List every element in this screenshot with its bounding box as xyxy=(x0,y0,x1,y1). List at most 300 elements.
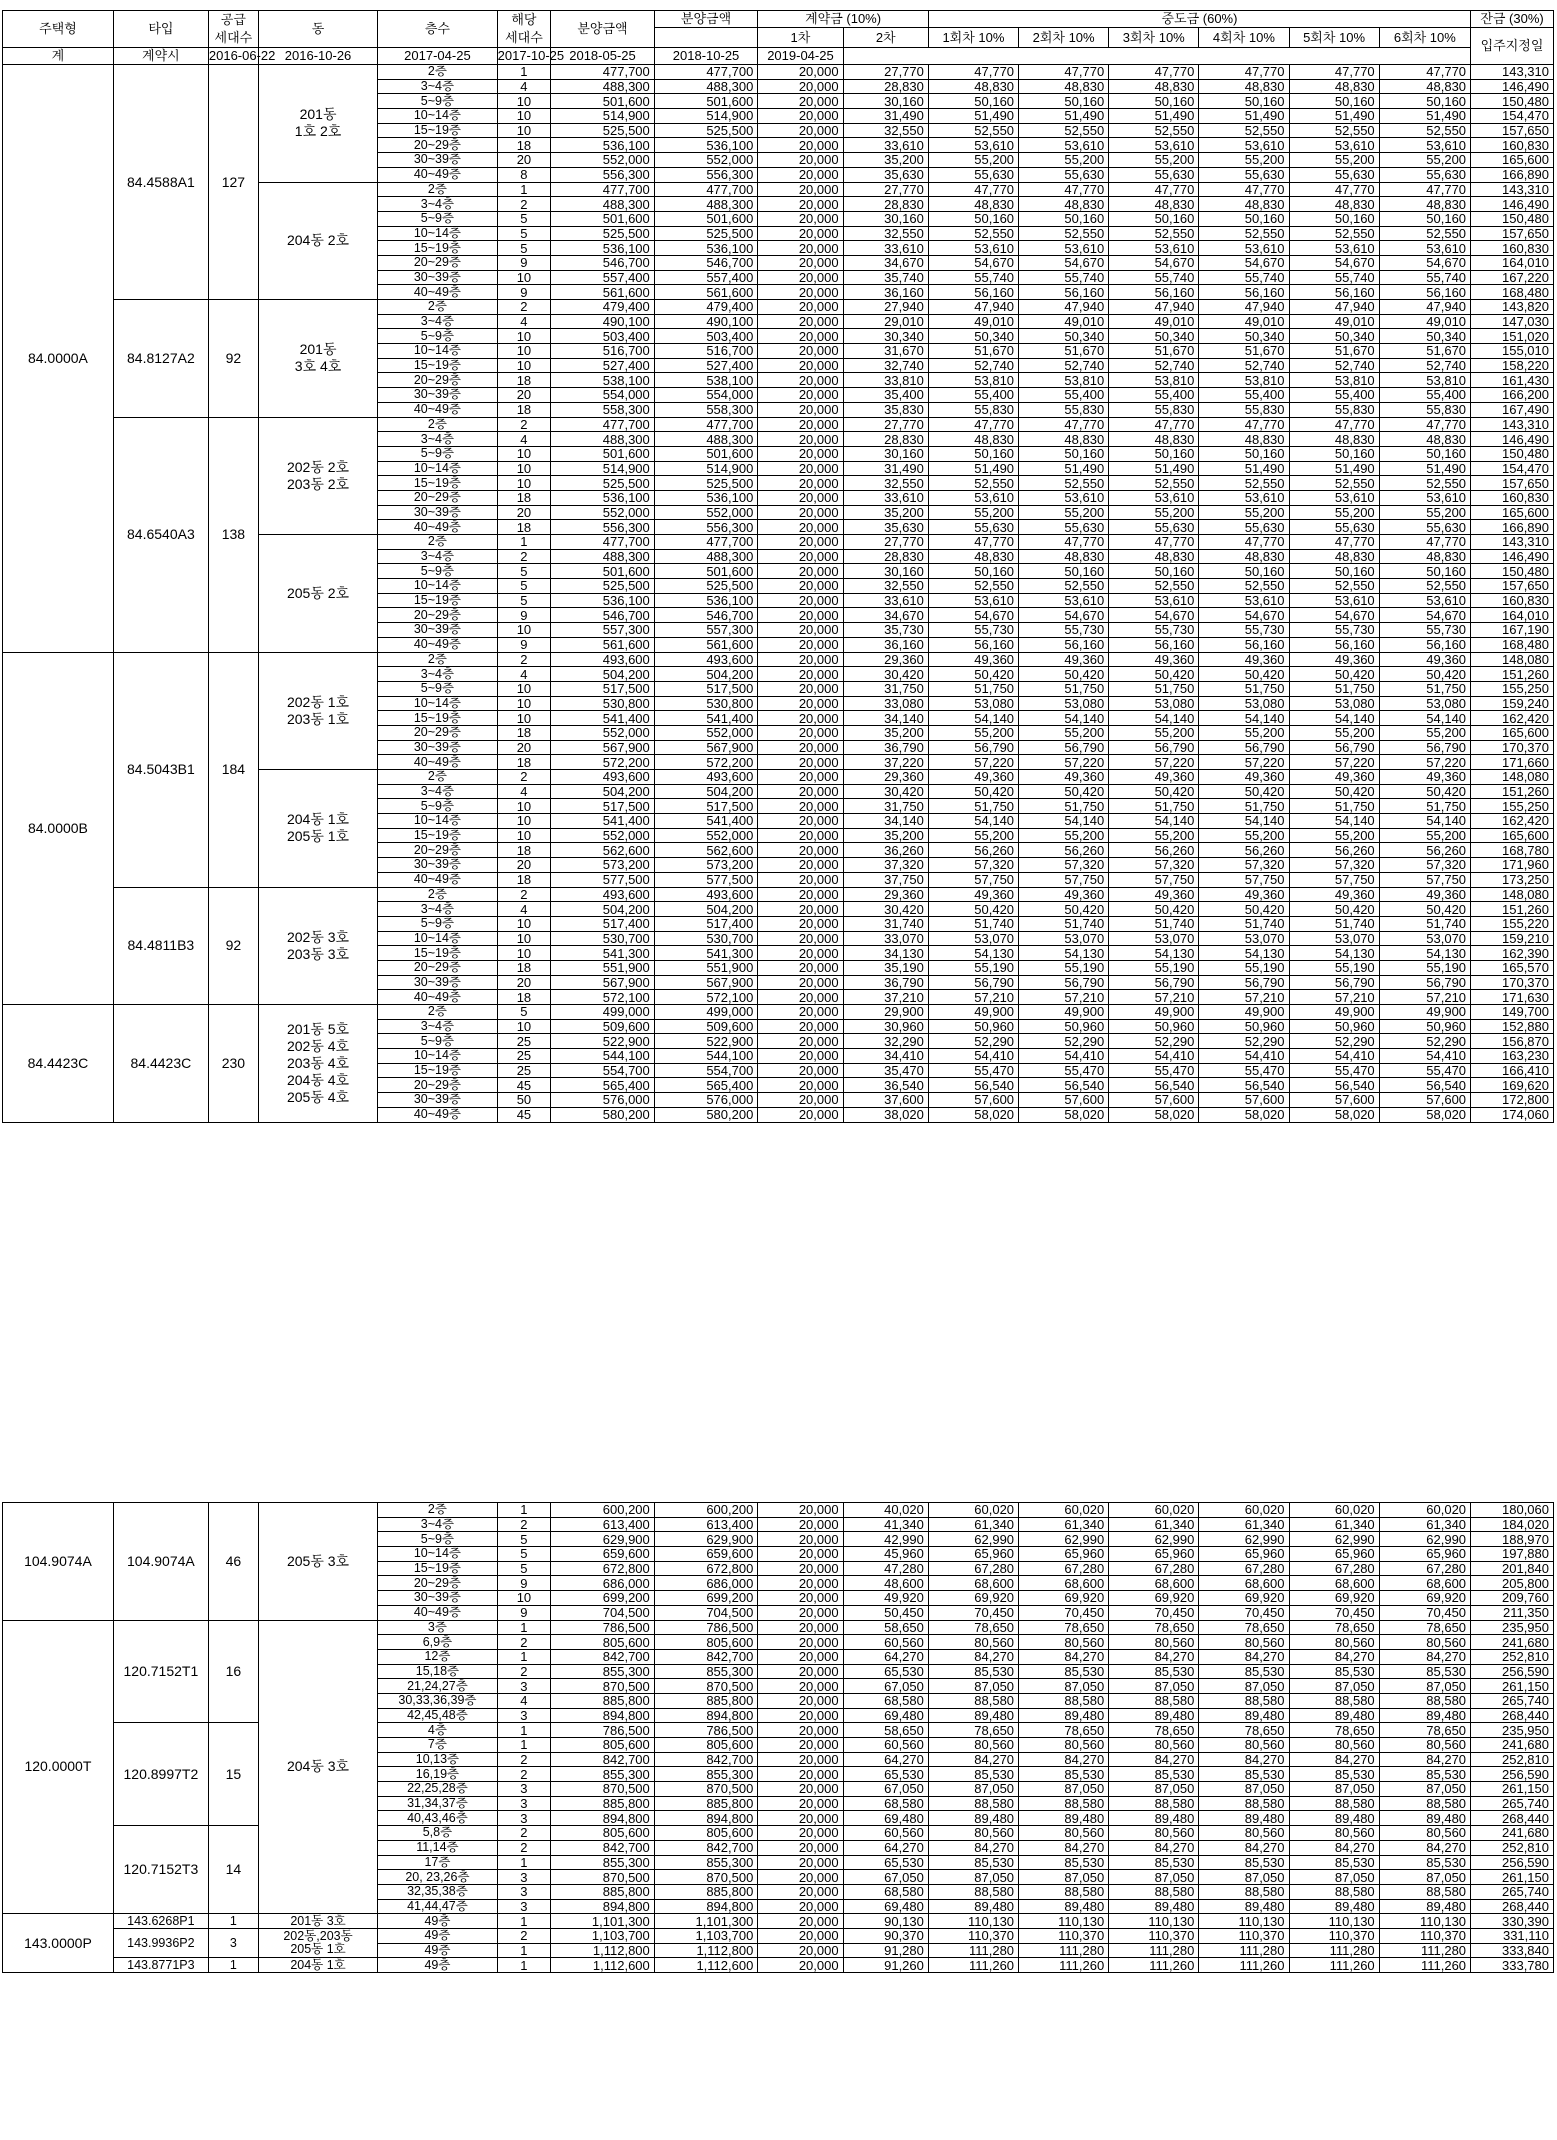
price-table-main xyxy=(2,10,1554,1123)
middle-6-cell: 68,600 xyxy=(1379,1576,1470,1591)
sale-price-cell: 501,600 xyxy=(551,94,655,109)
middle-3-cell: 55,630 xyxy=(1109,520,1199,535)
sale-price-total-cell: 551,900 xyxy=(654,960,758,975)
middle-5-cell: 80,560 xyxy=(1289,1738,1379,1753)
building-cell: 204동 1호 xyxy=(258,1958,377,1973)
floor-cell: 5~9층 xyxy=(378,564,497,579)
sale-price-total-cell: 577,500 xyxy=(654,872,758,887)
deposit-1-cell: 20,000 xyxy=(758,1576,843,1591)
middle-5-cell: 52,550 xyxy=(1289,123,1379,138)
middle-2-cell: 60,020 xyxy=(1019,1503,1109,1518)
table-row xyxy=(3,1826,1554,1841)
households-cell: 2 xyxy=(497,1752,551,1767)
middle-2-cell: 52,550 xyxy=(1019,226,1109,241)
deposit-2-cell: 47,280 xyxy=(843,1561,928,1576)
middle-1-cell: 49,360 xyxy=(928,887,1018,902)
middle-1-cell: 55,200 xyxy=(928,153,1018,168)
middle-5-cell: 57,210 xyxy=(1289,990,1379,1005)
deposit-1-cell: 20,000 xyxy=(758,1943,843,1958)
sale-price-total-cell: 629,900 xyxy=(654,1532,758,1547)
households-cell: 4 xyxy=(497,79,551,94)
middle-3-cell: 80,560 xyxy=(1109,1738,1199,1753)
households-cell: 18 xyxy=(497,990,551,1005)
middle-1-cell: 53,080 xyxy=(928,696,1018,711)
middle-2-cell: 50,420 xyxy=(1019,902,1109,917)
deposit-1-cell: 20,000 xyxy=(758,123,843,138)
sale-price-total-cell: 870,500 xyxy=(654,1782,758,1797)
middle-2-cell: 85,530 xyxy=(1019,1664,1109,1679)
header-floors: 층수 xyxy=(378,11,497,48)
middle-6-cell: 55,740 xyxy=(1379,270,1470,285)
middle-1-cell: 54,410 xyxy=(928,1049,1018,1064)
middle-6-cell: 50,420 xyxy=(1379,902,1470,917)
middle-6-cell: 50,160 xyxy=(1379,446,1470,461)
middle-3-cell: 85,530 xyxy=(1109,1664,1199,1679)
floor-cell: 40~49층 xyxy=(378,520,497,535)
balance-cell: 166,410 xyxy=(1471,1063,1554,1078)
sale-price-total-cell: 522,900 xyxy=(654,1034,758,1049)
households-cell: 25 xyxy=(497,1034,551,1049)
middle-6-cell: 60,020 xyxy=(1379,1503,1470,1518)
middle-4-cell: 48,830 xyxy=(1199,549,1289,564)
middle-2-cell: 58,020 xyxy=(1019,1107,1109,1122)
deposit-2-cell: 31,670 xyxy=(843,344,928,359)
table-header xyxy=(3,11,1554,65)
deposit-2-cell: 30,340 xyxy=(843,329,928,344)
middle-5-cell: 50,420 xyxy=(1289,902,1379,917)
sale-price-cell: 704,500 xyxy=(551,1605,655,1620)
sale-price-cell: 885,800 xyxy=(551,1884,655,1899)
balance-cell: 256,590 xyxy=(1471,1664,1554,1679)
middle-5-cell: 56,260 xyxy=(1289,843,1379,858)
deposit-1-cell: 20,000 xyxy=(758,1049,843,1064)
middle-3-cell: 53,610 xyxy=(1109,593,1199,608)
middle-1-cell: 48,830 xyxy=(928,79,1018,94)
deposit-2-cell: 34,140 xyxy=(843,711,928,726)
deposit-2-cell: 90,370 xyxy=(843,1928,928,1943)
sale-price-total-cell: 805,600 xyxy=(654,1635,758,1650)
deposit-2-cell: 33,610 xyxy=(843,490,928,505)
balance-cell: 163,230 xyxy=(1471,1049,1554,1064)
middle-5-cell: 78,650 xyxy=(1289,1620,1379,1635)
middle-1-cell: 49,010 xyxy=(928,314,1018,329)
balance-cell: 171,630 xyxy=(1471,990,1554,1005)
middle-6-cell: 55,630 xyxy=(1379,167,1470,182)
deposit-1-cell: 20,000 xyxy=(758,1723,843,1738)
balance-cell: 149,700 xyxy=(1471,1005,1554,1020)
deposit-2-cell: 31,750 xyxy=(843,799,928,814)
header-sale-price: 분양금액 xyxy=(551,11,655,48)
deposit-1-cell: 20,000 xyxy=(758,300,843,315)
deposit-2-cell: 28,830 xyxy=(843,197,928,212)
sale-price-total-cell: 1,112,600 xyxy=(654,1958,758,1973)
sale-price-cell: 504,200 xyxy=(551,784,655,799)
households-cell: 10 xyxy=(497,476,551,491)
middle-6-cell: 57,750 xyxy=(1379,872,1470,887)
middle-2-cell: 55,400 xyxy=(1019,388,1109,403)
middle-5-cell: 50,960 xyxy=(1289,1019,1379,1034)
middle-6-cell: 111,260 xyxy=(1379,1958,1470,1973)
sale-price-cell: 493,600 xyxy=(551,887,655,902)
middle-3-cell: 57,220 xyxy=(1109,755,1199,770)
middle-4-cell: 47,770 xyxy=(1199,417,1289,432)
households-cell: 2 xyxy=(497,652,551,667)
middle-3-cell: 54,140 xyxy=(1109,711,1199,726)
middle-4-cell: 111,260 xyxy=(1199,1958,1289,1973)
floor-cell: 6,9층 xyxy=(378,1635,497,1650)
households-cell: 10 xyxy=(497,696,551,711)
middle-4-cell: 111,280 xyxy=(1199,1943,1289,1958)
header-middle-3: 3회차 10% xyxy=(1109,28,1199,48)
deposit-1-cell: 20,000 xyxy=(758,740,843,755)
middle-5-cell: 53,610 xyxy=(1289,593,1379,608)
floor-cell: 5~9층 xyxy=(378,681,497,696)
middle-2-cell: 49,900 xyxy=(1019,1005,1109,1020)
balance-cell: 143,820 xyxy=(1471,300,1554,315)
sale-price-cell: 557,400 xyxy=(551,270,655,285)
middle-6-cell: 47,940 xyxy=(1379,300,1470,315)
sale-price-cell: 870,500 xyxy=(551,1782,655,1797)
middle-2-cell: 55,190 xyxy=(1019,960,1109,975)
balance-cell: 164,010 xyxy=(1471,608,1554,623)
middle-5-cell: 48,830 xyxy=(1289,432,1379,447)
header-middle-5-date: 2018-10-25 xyxy=(654,48,758,65)
middle-2-cell: 84,270 xyxy=(1019,1649,1109,1664)
deposit-1-cell: 20,000 xyxy=(758,476,843,491)
deposit-1-cell: 20,000 xyxy=(758,1532,843,1547)
middle-3-cell: 47,770 xyxy=(1109,65,1199,80)
households-cell: 2 xyxy=(497,417,551,432)
middle-1-cell: 47,940 xyxy=(928,300,1018,315)
middle-3-cell: 55,200 xyxy=(1109,725,1199,740)
middle-1-cell: 55,830 xyxy=(928,402,1018,417)
middle-1-cell: 55,200 xyxy=(928,828,1018,843)
middle-3-cell: 78,650 xyxy=(1109,1723,1199,1738)
middle-5-cell: 54,140 xyxy=(1289,711,1379,726)
floor-cell: 20~29층 xyxy=(378,960,497,975)
middle-6-cell: 58,020 xyxy=(1379,1107,1470,1122)
middle-4-cell: 62,990 xyxy=(1199,1532,1289,1547)
middle-5-cell: 49,360 xyxy=(1289,887,1379,902)
header-sale-price-total-label: 계 xyxy=(3,48,114,65)
middle-4-cell: 85,530 xyxy=(1199,1664,1289,1679)
sale-price-cell: 855,300 xyxy=(551,1767,655,1782)
deposit-1-cell: 20,000 xyxy=(758,1503,843,1518)
deposit-2-cell: 32,550 xyxy=(843,476,928,491)
deposit-1-cell: 20,000 xyxy=(758,1517,843,1532)
middle-2-cell: 51,740 xyxy=(1019,916,1109,931)
households-cell: 1 xyxy=(497,1738,551,1753)
middle-1-cell: 80,560 xyxy=(928,1738,1018,1753)
balance-cell: 333,840 xyxy=(1471,1943,1554,1958)
floor-cell: 30~39층 xyxy=(378,1093,497,1108)
middle-6-cell: 56,790 xyxy=(1379,740,1470,755)
deposit-2-cell: 30,160 xyxy=(843,446,928,461)
middle-3-cell: 54,670 xyxy=(1109,255,1199,270)
balance-cell: 184,020 xyxy=(1471,1517,1554,1532)
middle-2-cell: 89,480 xyxy=(1019,1811,1109,1826)
middle-6-cell: 54,670 xyxy=(1379,255,1470,270)
balance-cell: 148,080 xyxy=(1471,887,1554,902)
middle-1-cell: 53,610 xyxy=(928,593,1018,608)
floor-cell: 2층 xyxy=(378,65,497,80)
supply-households-cell: 138 xyxy=(208,417,258,652)
deposit-1-cell: 20,000 xyxy=(758,270,843,285)
floor-cell: 20~29층 xyxy=(378,490,497,505)
middle-3-cell: 69,920 xyxy=(1109,1591,1199,1606)
middle-2-cell: 85,530 xyxy=(1019,1855,1109,1870)
deposit-2-cell: 91,280 xyxy=(843,1943,928,1958)
floor-cell: 40,43,46층 xyxy=(378,1811,497,1826)
sale-price-cell: 490,100 xyxy=(551,314,655,329)
header-middle-4: 4회차 10% xyxy=(1199,28,1289,48)
middle-6-cell: 85,530 xyxy=(1379,1855,1470,1870)
sale-price-cell: 842,700 xyxy=(551,1649,655,1664)
middle-4-cell: 54,130 xyxy=(1199,946,1289,961)
table-row xyxy=(3,1723,1554,1738)
sale-price-total-cell: 870,500 xyxy=(654,1679,758,1694)
deposit-2-cell: 27,770 xyxy=(843,182,928,197)
middle-2-cell: 50,420 xyxy=(1019,667,1109,682)
middle-5-cell: 50,160 xyxy=(1289,564,1379,579)
middle-3-cell: 84,270 xyxy=(1109,1840,1199,1855)
sale-price-cell: 536,100 xyxy=(551,241,655,256)
middle-3-cell: 55,740 xyxy=(1109,270,1199,285)
deposit-2-cell: 45,960 xyxy=(843,1547,928,1562)
sale-price-cell: 514,900 xyxy=(551,109,655,124)
building-cell: 202동,203동 205동 1호 xyxy=(258,1928,377,1957)
balance-cell: 150,480 xyxy=(1471,564,1554,579)
middle-5-cell: 53,610 xyxy=(1289,490,1379,505)
sale-price-cell: 517,400 xyxy=(551,916,655,931)
middle-6-cell: 70,450 xyxy=(1379,1605,1470,1620)
deposit-1-cell: 20,000 xyxy=(758,1107,843,1122)
middle-2-cell: 56,790 xyxy=(1019,975,1109,990)
households-cell: 10 xyxy=(497,94,551,109)
sale-price-cell: 805,600 xyxy=(551,1635,655,1650)
middle-4-cell: 54,140 xyxy=(1199,711,1289,726)
sale-price-cell: 488,300 xyxy=(551,197,655,212)
middle-4-cell: 110,370 xyxy=(1199,1928,1289,1943)
middle-5-cell: 55,470 xyxy=(1289,1063,1379,1078)
balance-cell: 155,250 xyxy=(1471,681,1554,696)
housing-type-cell: 84.4423C xyxy=(3,1005,114,1123)
sale-price-cell: 552,000 xyxy=(551,828,655,843)
floor-cell: 5~9층 xyxy=(378,329,497,344)
header-sale-price-empty xyxy=(654,28,758,48)
households-cell: 10 xyxy=(497,946,551,961)
floor-cell: 15~19층 xyxy=(378,1561,497,1576)
balance-cell: 170,370 xyxy=(1471,740,1554,755)
middle-1-cell: 61,340 xyxy=(928,1517,1018,1532)
middle-2-cell: 88,580 xyxy=(1019,1796,1109,1811)
middle-5-cell: 47,770 xyxy=(1289,417,1379,432)
middle-6-cell: 52,550 xyxy=(1379,226,1470,241)
middle-5-cell: 111,280 xyxy=(1289,1943,1379,1958)
sale-price-cell: 517,500 xyxy=(551,799,655,814)
households-cell: 4 xyxy=(497,784,551,799)
middle-3-cell: 87,050 xyxy=(1109,1679,1199,1694)
households-cell: 10 xyxy=(497,828,551,843)
middle-3-cell: 68,600 xyxy=(1109,1576,1199,1591)
households-cell: 2 xyxy=(497,1826,551,1841)
middle-5-cell: 56,540 xyxy=(1289,1078,1379,1093)
middle-1-cell: 47,770 xyxy=(928,535,1018,550)
floor-cell: 31,34,37층 xyxy=(378,1796,497,1811)
middle-4-cell: 53,610 xyxy=(1199,138,1289,153)
deposit-1-cell: 20,000 xyxy=(758,1752,843,1767)
middle-6-cell: 111,280 xyxy=(1379,1943,1470,1958)
middle-6-cell: 51,490 xyxy=(1379,461,1470,476)
middle-1-cell: 65,960 xyxy=(928,1547,1018,1562)
households-cell: 10 xyxy=(497,109,551,124)
households-cell: 20 xyxy=(497,975,551,990)
sale-price-total-cell: 576,000 xyxy=(654,1093,758,1108)
middle-2-cell: 47,770 xyxy=(1019,535,1109,550)
sale-price-total-cell: 536,100 xyxy=(654,138,758,153)
deposit-1-cell: 20,000 xyxy=(758,770,843,785)
sale-price-cell: 805,600 xyxy=(551,1738,655,1753)
deposit-2-cell: 30,160 xyxy=(843,211,928,226)
floor-cell: 3층 xyxy=(378,1620,497,1635)
floor-cell: 15~19층 xyxy=(378,593,497,608)
middle-1-cell: 80,560 xyxy=(928,1635,1018,1650)
sale-price-cell: 561,600 xyxy=(551,285,655,300)
middle-3-cell: 57,210 xyxy=(1109,990,1199,1005)
middle-5-cell: 55,630 xyxy=(1289,167,1379,182)
households-cell: 9 xyxy=(497,255,551,270)
sale-price-cell: 554,700 xyxy=(551,1063,655,1078)
deposit-2-cell: 50,450 xyxy=(843,1605,928,1620)
floor-cell: 49층 xyxy=(378,1958,497,1973)
deposit-1-cell: 20,000 xyxy=(758,828,843,843)
balance-cell: 261,150 xyxy=(1471,1679,1554,1694)
middle-5-cell: 54,130 xyxy=(1289,946,1379,961)
middle-4-cell: 51,750 xyxy=(1199,681,1289,696)
supply-households-cell: 14 xyxy=(208,1826,258,1914)
middle-4-cell: 48,830 xyxy=(1199,432,1289,447)
middle-1-cell: 57,220 xyxy=(928,755,1018,770)
balance-cell: 235,950 xyxy=(1471,1723,1554,1738)
households-cell: 1 xyxy=(497,1620,551,1635)
households-cell: 20 xyxy=(497,858,551,873)
sale-price-total-cell: 525,500 xyxy=(654,476,758,491)
sale-price-total-cell: 562,600 xyxy=(654,843,758,858)
floor-cell: 10~14층 xyxy=(378,814,497,829)
middle-5-cell: 49,010 xyxy=(1289,314,1379,329)
sale-price-total-cell: 536,100 xyxy=(654,241,758,256)
middle-3-cell: 88,580 xyxy=(1109,1693,1199,1708)
middle-2-cell: 87,050 xyxy=(1019,1870,1109,1885)
balance-cell: 173,250 xyxy=(1471,872,1554,887)
deposit-2-cell: 37,210 xyxy=(843,990,928,1005)
middle-2-cell: 88,580 xyxy=(1019,1693,1109,1708)
middle-2-cell: 49,360 xyxy=(1019,887,1109,902)
header-sale-price-total: 분양금액 xyxy=(654,11,758,28)
header-middle-6: 6회차 10% xyxy=(1379,28,1470,48)
sale-price-cell: 699,200 xyxy=(551,1591,655,1606)
floor-cell: 30~39층 xyxy=(378,975,497,990)
sale-price-cell: 551,900 xyxy=(551,960,655,975)
middle-4-cell: 70,450 xyxy=(1199,1605,1289,1620)
table-body-main xyxy=(3,65,1554,1123)
middle-6-cell: 110,370 xyxy=(1379,1928,1470,1943)
sale-price-cell: 488,300 xyxy=(551,549,655,564)
middle-1-cell: 87,050 xyxy=(928,1679,1018,1694)
sale-price-total-cell: 894,800 xyxy=(654,1899,758,1914)
deposit-2-cell: 32,550 xyxy=(843,123,928,138)
middle-5-cell: 57,750 xyxy=(1289,872,1379,887)
middle-5-cell: 89,480 xyxy=(1289,1811,1379,1826)
middle-5-cell: 51,750 xyxy=(1289,681,1379,696)
middle-3-cell: 70,450 xyxy=(1109,1605,1199,1620)
middle-4-cell: 53,610 xyxy=(1199,241,1289,256)
floor-cell: 16,19층 xyxy=(378,1767,497,1782)
deposit-1-cell: 20,000 xyxy=(758,211,843,226)
middle-6-cell: 55,200 xyxy=(1379,153,1470,168)
balance-cell: 156,870 xyxy=(1471,1034,1554,1049)
table-row xyxy=(3,1503,1554,1518)
middle-4-cell: 89,480 xyxy=(1199,1811,1289,1826)
middle-5-cell: 52,550 xyxy=(1289,226,1379,241)
deposit-1-cell: 20,000 xyxy=(758,1738,843,1753)
middle-6-cell: 55,400 xyxy=(1379,388,1470,403)
middle-6-cell: 62,990 xyxy=(1379,1532,1470,1547)
middle-1-cell: 68,600 xyxy=(928,1576,1018,1591)
middle-3-cell: 54,410 xyxy=(1109,1049,1199,1064)
middle-1-cell: 110,370 xyxy=(928,1928,1018,1943)
middle-6-cell: 88,580 xyxy=(1379,1884,1470,1899)
middle-2-cell: 56,540 xyxy=(1019,1078,1109,1093)
sale-price-total-cell: 488,300 xyxy=(654,197,758,212)
sale-price-total-cell: 477,700 xyxy=(654,182,758,197)
middle-6-cell: 49,900 xyxy=(1379,1005,1470,1020)
deposit-1-cell: 20,000 xyxy=(758,623,843,638)
sale-price-total-cell: 805,600 xyxy=(654,1738,758,1753)
deposit-1-cell: 20,000 xyxy=(758,1914,843,1929)
middle-2-cell: 50,160 xyxy=(1019,211,1109,226)
deposit-1-cell: 20,000 xyxy=(758,461,843,476)
middle-3-cell: 55,830 xyxy=(1109,402,1199,417)
middle-6-cell: 87,050 xyxy=(1379,1870,1470,1885)
middle-5-cell: 55,630 xyxy=(1289,520,1379,535)
middle-2-cell: 110,130 xyxy=(1019,1914,1109,1929)
households-cell: 2 xyxy=(497,1840,551,1855)
households-cell: 20 xyxy=(497,505,551,520)
floor-cell: 40~49층 xyxy=(378,755,497,770)
middle-4-cell: 50,420 xyxy=(1199,667,1289,682)
middle-5-cell: 110,370 xyxy=(1289,1928,1379,1943)
sale-price-total-cell: 488,300 xyxy=(654,79,758,94)
floor-cell: 5~9층 xyxy=(378,1034,497,1049)
middle-2-cell: 50,420 xyxy=(1019,784,1109,799)
middle-5-cell: 56,160 xyxy=(1289,637,1379,652)
header-middle-2-date: 2017-04-25 xyxy=(378,48,497,65)
middle-3-cell: 88,580 xyxy=(1109,1796,1199,1811)
sale-price-cell: 629,900 xyxy=(551,1532,655,1547)
balance-cell: 155,010 xyxy=(1471,344,1554,359)
header-deposit-1: 1차 xyxy=(758,28,843,48)
households-cell: 50 xyxy=(497,1093,551,1108)
sale-price-cell: 501,600 xyxy=(551,564,655,579)
deposit-2-cell: 36,790 xyxy=(843,740,928,755)
middle-3-cell: 110,130 xyxy=(1109,1914,1199,1929)
middle-5-cell: 65,960 xyxy=(1289,1547,1379,1562)
building-cell: 201동 1호 2호 xyxy=(258,65,377,183)
households-cell: 3 xyxy=(497,1782,551,1797)
middle-6-cell: 84,270 xyxy=(1379,1840,1470,1855)
table-body-large xyxy=(3,1503,1554,1973)
